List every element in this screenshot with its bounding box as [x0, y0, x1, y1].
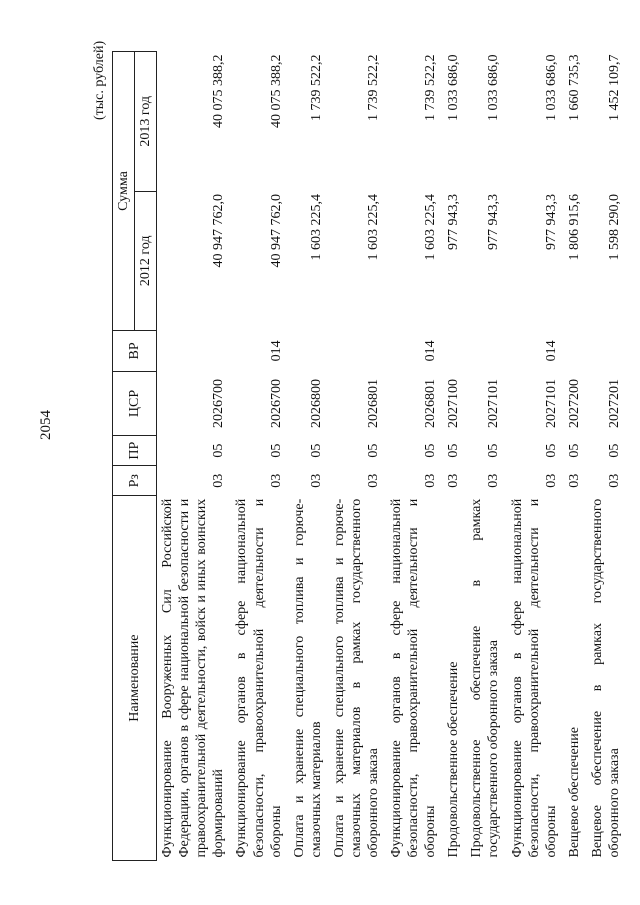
row-sum-2012: 1 603 225,4: [366, 194, 382, 261]
row-rz: 03: [308, 473, 324, 488]
table-row: [466, 52, 506, 861]
row-sum-2012: 1 806 915,6: [566, 194, 582, 261]
row-rz: 03: [566, 473, 582, 488]
row-name: Вещевое обеспечение: [566, 727, 582, 858]
table-header: [113, 52, 157, 861]
header-pr: ПР: [113, 436, 157, 466]
row-sum-2012: 977 943,3: [543, 194, 559, 251]
row-sum-2013: 40 075 388,2: [268, 54, 284, 128]
row-pr: 05: [566, 443, 582, 458]
row-sum-2013: 1 739 522,2: [366, 54, 382, 121]
row-sum-2012: 1 603 225,4: [308, 194, 324, 261]
row-vr: 014: [268, 340, 284, 362]
row-csr: 2027101: [486, 378, 502, 428]
row-vr: [329, 331, 386, 372]
row-name: Оплата и хранение специального топлива и горюче-смазочных материалов в рамках государственного оборонного заказа: [331, 498, 382, 858]
row-vr: 014: [543, 340, 559, 362]
row-sum-2013: 1 739 522,2: [308, 54, 324, 121]
row-name: Продовольственное обеспечение в рамках государственного оборонного заказа: [469, 498, 502, 858]
row-sum-2013: 1 033 686,0: [543, 54, 559, 121]
row-pr: 05: [211, 443, 227, 458]
row-pr: 05: [446, 443, 462, 458]
row-sum-2013: 40 075 388,2: [211, 54, 227, 128]
row-sum-2012: 1 598 290,0: [606, 194, 622, 261]
row-sum-2013: 1 660 735,3: [566, 54, 582, 121]
row-sum-2013: 1 033 686,0: [446, 54, 462, 121]
budget-table: [112, 51, 627, 861]
header-rz: Рз: [113, 466, 157, 496]
row-pr: 05: [308, 443, 324, 458]
row-csr: 2027201: [606, 378, 622, 428]
table-row: [587, 52, 627, 861]
table-row: [564, 52, 587, 861]
table-row: [507, 52, 564, 861]
row-sum-2012: 1 603 225,4: [423, 194, 439, 261]
row-pr: 05: [606, 443, 622, 458]
row-pr: 05: [486, 443, 502, 458]
row-vr: [443, 331, 466, 372]
row-rz: 03: [446, 473, 462, 488]
row-sum-2013: 1 739 522,2: [423, 54, 439, 121]
row-rz: 03: [606, 473, 622, 488]
table-row: [157, 52, 232, 861]
row-name: Функционирование органов в сфере национальной безопасности, правоохранительной деятельности и обороны: [234, 498, 284, 858]
table-row: [443, 52, 466, 861]
header-csr: ЦСР: [113, 371, 157, 435]
header-year-2013: 2013 год: [135, 52, 157, 192]
table-row: [231, 52, 288, 861]
table-row: [329, 52, 386, 861]
row-rz: 03: [423, 473, 439, 488]
header-sum: Сумма: [113, 52, 135, 331]
table-row: [289, 52, 329, 861]
header-vr: ВР: [113, 331, 157, 372]
row-csr: 2027101: [543, 378, 559, 428]
row-pr: 05: [543, 443, 559, 458]
row-name: Функционирование органов в сфере национальной безопасности, правоохранительной деятельности и обороны: [389, 498, 439, 858]
row-rz: 03: [211, 473, 227, 488]
row-csr: 2027100: [446, 378, 462, 428]
row-vr: [587, 331, 627, 372]
row-name: Вещевое обеспечение в рамках государственного оборонного заказа: [589, 498, 622, 858]
row-vr: [564, 331, 587, 372]
row-rz: 03: [486, 473, 502, 488]
row-csr: 2027200: [566, 378, 582, 428]
row-csr: 2026801: [423, 378, 439, 428]
row-csr: 2026700: [268, 378, 284, 428]
units-note: (тыс. рублей): [92, 40, 107, 120]
row-pr: 05: [366, 443, 382, 458]
row-name: Функционирование органов в сфере национальной безопасности, правоохранительной деятельности и обороны: [509, 498, 559, 858]
row-pr: 05: [268, 443, 284, 458]
row-name: Оплата и хранение специального топлива и горюче-смазочных материалов: [291, 498, 324, 858]
header-year-2012: 2012 год: [135, 191, 157, 330]
row-name: Продовольственное обеспечение: [446, 661, 462, 858]
row-rz: 03: [268, 473, 284, 488]
table-body: [157, 52, 627, 861]
row-name: Функционирование Вооруженных Сил Российской Федерации, органов в сфере национальной безопасности и правоохранительной деятельности, войск и иных воинских формирований: [160, 498, 227, 858]
row-sum-2012: 40 947 762,0: [211, 194, 227, 268]
header-name: Наименование: [113, 496, 157, 861]
row-sum-2012: 40 947 762,0: [268, 194, 284, 268]
row-rz: 03: [543, 473, 559, 488]
row-vr: 014: [423, 340, 439, 362]
row-sum-2012: 977 943,3: [446, 194, 462, 251]
row-sum-2012: 977 943,3: [486, 194, 502, 251]
row-vr: [157, 331, 232, 372]
page-number: 2054: [38, 410, 54, 440]
table-row: [386, 52, 443, 861]
row-csr: 2026800: [308, 378, 324, 428]
row-pr: 05: [423, 443, 439, 458]
row-vr: [289, 331, 329, 372]
row-rz: 03: [366, 473, 382, 488]
row-csr: 2026801: [366, 378, 382, 428]
row-csr: 2026700: [211, 378, 227, 428]
row-vr: [466, 331, 506, 372]
row-sum-2013: 1 452 109,7: [606, 54, 622, 121]
row-sum-2013: 1 033 686,0: [486, 54, 502, 121]
